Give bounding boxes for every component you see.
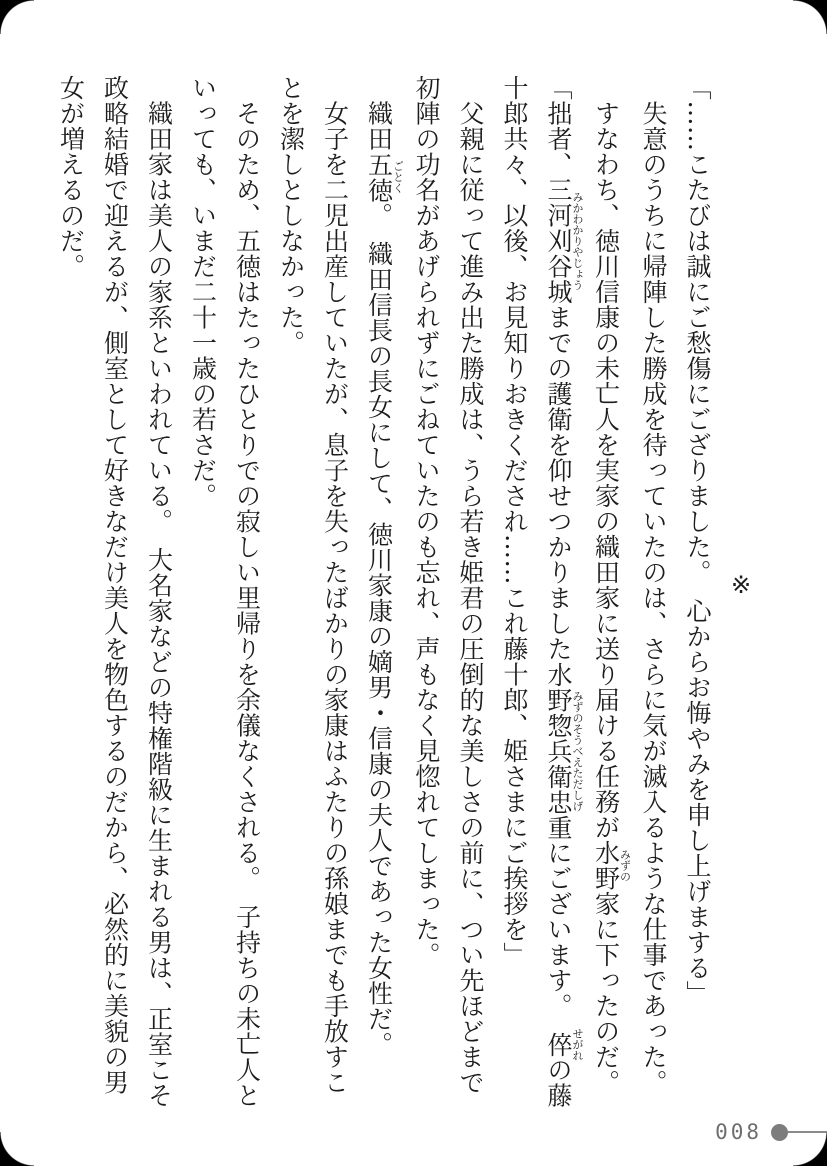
text-column: 織田家は美人の家系といわれている。 大名家などの特権階級に生まれる男は、正室こそ — [144, 75, 174, 1108]
ruby-annotated-word: 三河刈谷城みかわかりやじょう — [544, 177, 584, 305]
ruby-annotated-word: 水野惣兵衛忠重みずのそうべえただしげ — [544, 661, 584, 840]
footer-dot-icon — [771, 1124, 788, 1141]
text-column: 十郎共々、以後、お見知りおきくだされ……これ藤十郎、姫さまにご挨拶を」 — [500, 75, 529, 968]
rounded-corner-bottom-left-icon — [0, 1132, 34, 1166]
text-columns — [56, 75, 763, 1108]
text-column: 女が増えるのだ。 — [56, 75, 86, 279]
text-column: 「……こたびは誠にご愁傷にござりました。 心からお悔やみを申し上げまする」 — [683, 75, 712, 1006]
text-column: 女子を二児出産していたが、息子を失ったばかりの家康はふたりの孫娘までも手放すこ — [320, 75, 350, 1095]
text-column: いっても、いまだ二十一歳の若さだ。 — [188, 75, 218, 509]
footer-line — [788, 1131, 827, 1133]
ruby-annotated-word: 五徳ごとく — [364, 151, 405, 203]
text-column: すなわち、徳川信康の未亡人を実家の織田家に送り届ける任務が水野みずの家に下ったのだ。 — [591, 75, 632, 1095]
text-column: とを潔しとしなかった。 — [276, 75, 306, 356]
ruby-annotated-word: 倅せがれ — [544, 1027, 584, 1061]
page-number: 008 — [715, 1120, 762, 1144]
text-column: 織田五徳ごとく。 織田信長の長女にして、徳川家康の嫡男・信康の夫人であった女性だ。 — [364, 75, 405, 1057]
rounded-corner-top-left-icon — [0, 0, 34, 34]
text-column: 父親に従って進み出た勝成は、うら若き姫君の圧倒的な美しさの前に、つい先ほどまで — [456, 75, 485, 1095]
ruby-annotated-word: 水野みずの — [591, 840, 632, 891]
text-column: 初陣の功名があげられずにごねていたのも忘れ、声もなく見惚れてしまった。 — [412, 75, 441, 968]
rounded-corner-top-right-icon — [793, 0, 827, 34]
text-column: 失意のうちに帰陣した勝成を待っていたのは、さらに気が滅入るような仕事であった。 — [639, 75, 668, 1095]
page-footer — [715, 1118, 827, 1146]
text-column: 政略結婚で迎えるが、側室として好きなだけ美人を物色するのだから、必然的に美貌の男 — [100, 75, 130, 1095]
text-column: 「拙者、三河刈谷城みかわかりやじょうまでの護衛を仰せつかりました水野惣兵衛忠重みずのそうべえただしげにございます。 倅せがれの藤 — [544, 75, 584, 1108]
text-column: そのため、五徳はたったひとりでの寂しい里帰りを余儀なくされる。 子持ちの未亡人と — [232, 75, 262, 1108]
section-break-column: ※ — [727, 570, 755, 600]
